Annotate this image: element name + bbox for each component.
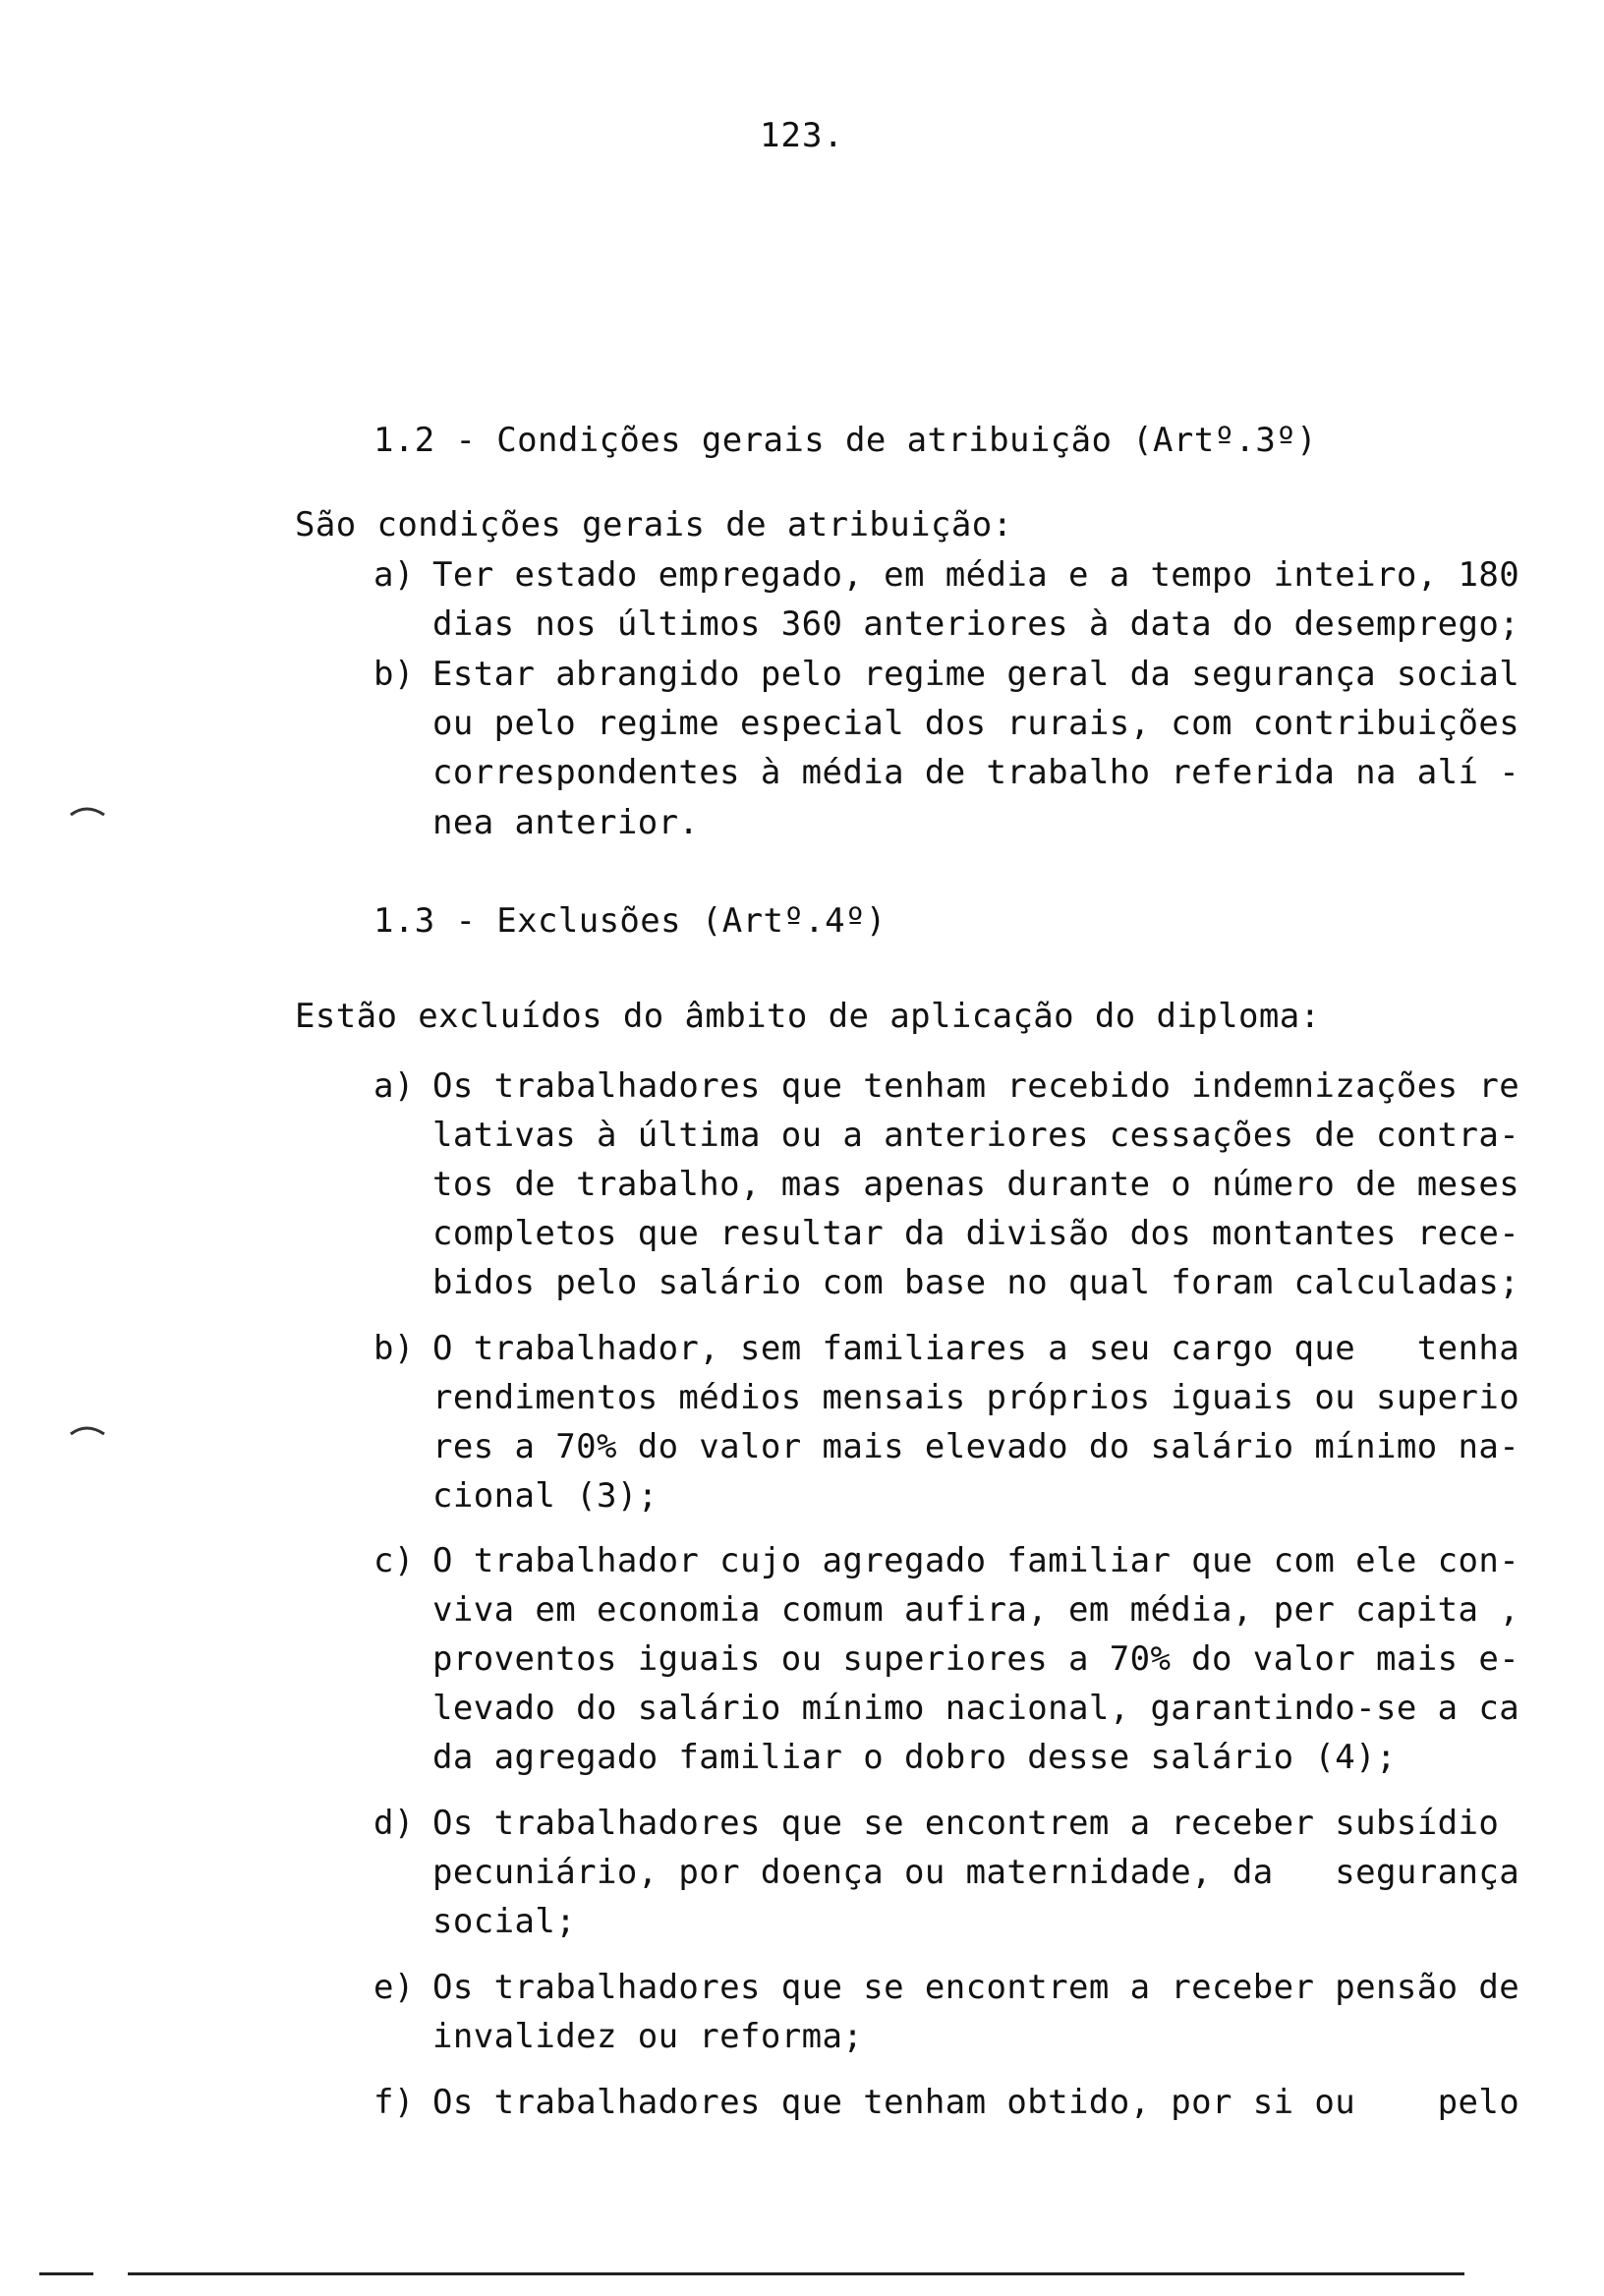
list-item-line: Ter estado empregado, em média e a tempo inteiro, 180 xyxy=(432,555,1520,595)
list-item-line: correspondentes à média de trabalho referida na alí - xyxy=(432,753,1520,792)
page-rule xyxy=(128,2272,1464,2275)
scan-mark xyxy=(69,1420,108,1440)
list-marker-a: a) xyxy=(373,1066,415,1106)
page-number: 123. xyxy=(760,116,844,155)
list-marker-b: b) xyxy=(373,655,415,694)
list-item-line: ou pelo regime especial dos rurais, com contribuições xyxy=(432,704,1520,743)
list-item-line: viva em economia comum aufira, em média, per capita , xyxy=(432,1590,1520,1630)
list-item-line: Os trabalhadores que se encontrem a receber pensão de xyxy=(432,1968,1520,2007)
list-item-line: completos que resultar da divisão dos montantes rece- xyxy=(432,1214,1520,1253)
list-marker-a: a) xyxy=(373,555,415,595)
list-item-line: rendimentos médios mensais próprios iguais ou superio xyxy=(432,1378,1520,1417)
section-intro-1-2: São condições gerais de atribuição: xyxy=(295,505,1013,545)
section-heading-1-2: 1.2 - Condições gerais de atribuição (Artº.3º) xyxy=(373,421,1318,460)
list-item-line: levado do salário mínimo nacional, garantindo-se a ca xyxy=(432,1689,1520,1728)
section-intro-1-3: Estão excluídos do âmbito de aplicação do diploma: xyxy=(295,997,1321,1036)
list-item-line: Os trabalhadores que tenham obtido, por si ou pelo xyxy=(432,2083,1520,2122)
list-item-line: dias nos últimos 360 anteriores à data do desemprego; xyxy=(432,604,1520,644)
list-item-line: invalidez ou reforma; xyxy=(432,2017,864,2056)
list-item-line: Os trabalhadores que se encontrem a receber subsídio xyxy=(432,1804,1500,1843)
list-item-line: nea anterior. xyxy=(432,803,700,842)
list-item-line: tos de trabalho, mas apenas durante o número de meses xyxy=(432,1165,1520,1204)
list-item-line: pecuniário, por doença ou maternidade, da segurança xyxy=(432,1853,1520,1892)
section-heading-1-3: 1.3 - Exclusões (Artº.4º) xyxy=(373,901,887,941)
list-item-line: proventos iguais ou superiores a 70% do valor mais e- xyxy=(432,1639,1520,1679)
list-item-line: social; xyxy=(432,1902,577,1941)
scan-mark xyxy=(69,801,108,821)
list-item-line: cional (3); xyxy=(432,1476,659,1516)
list-item-line: Estar abrangido pelo regime geral da segurança social xyxy=(432,655,1520,694)
page-rule-left xyxy=(39,2272,93,2275)
list-item-line: O trabalhador, sem familiares a seu cargo que tenha xyxy=(432,1329,1520,1368)
list-marker-b: b) xyxy=(373,1329,415,1368)
list-item-line: O trabalhador cujo agregado familiar que com ele con- xyxy=(432,1541,1520,1580)
list-marker-c: c) xyxy=(373,1541,415,1580)
list-item-line: bidos pelo salário com base no qual foram calculadas; xyxy=(432,1263,1520,1302)
list-item-line: res a 70% do valor mais elevado do salário mínimo na- xyxy=(432,1427,1520,1466)
list-marker-e: e) xyxy=(373,1968,415,2007)
list-marker-f: f) xyxy=(373,2083,415,2122)
list-item-line: lativas à última ou a anteriores cessações de contra- xyxy=(432,1116,1520,1155)
list-marker-d: d) xyxy=(373,1804,415,1843)
list-item-line: Os trabalhadores que tenham recebido indemnizações re xyxy=(432,1066,1520,1106)
list-item-line: da agregado familiar o dobro desse salário (4); xyxy=(432,1738,1397,1777)
